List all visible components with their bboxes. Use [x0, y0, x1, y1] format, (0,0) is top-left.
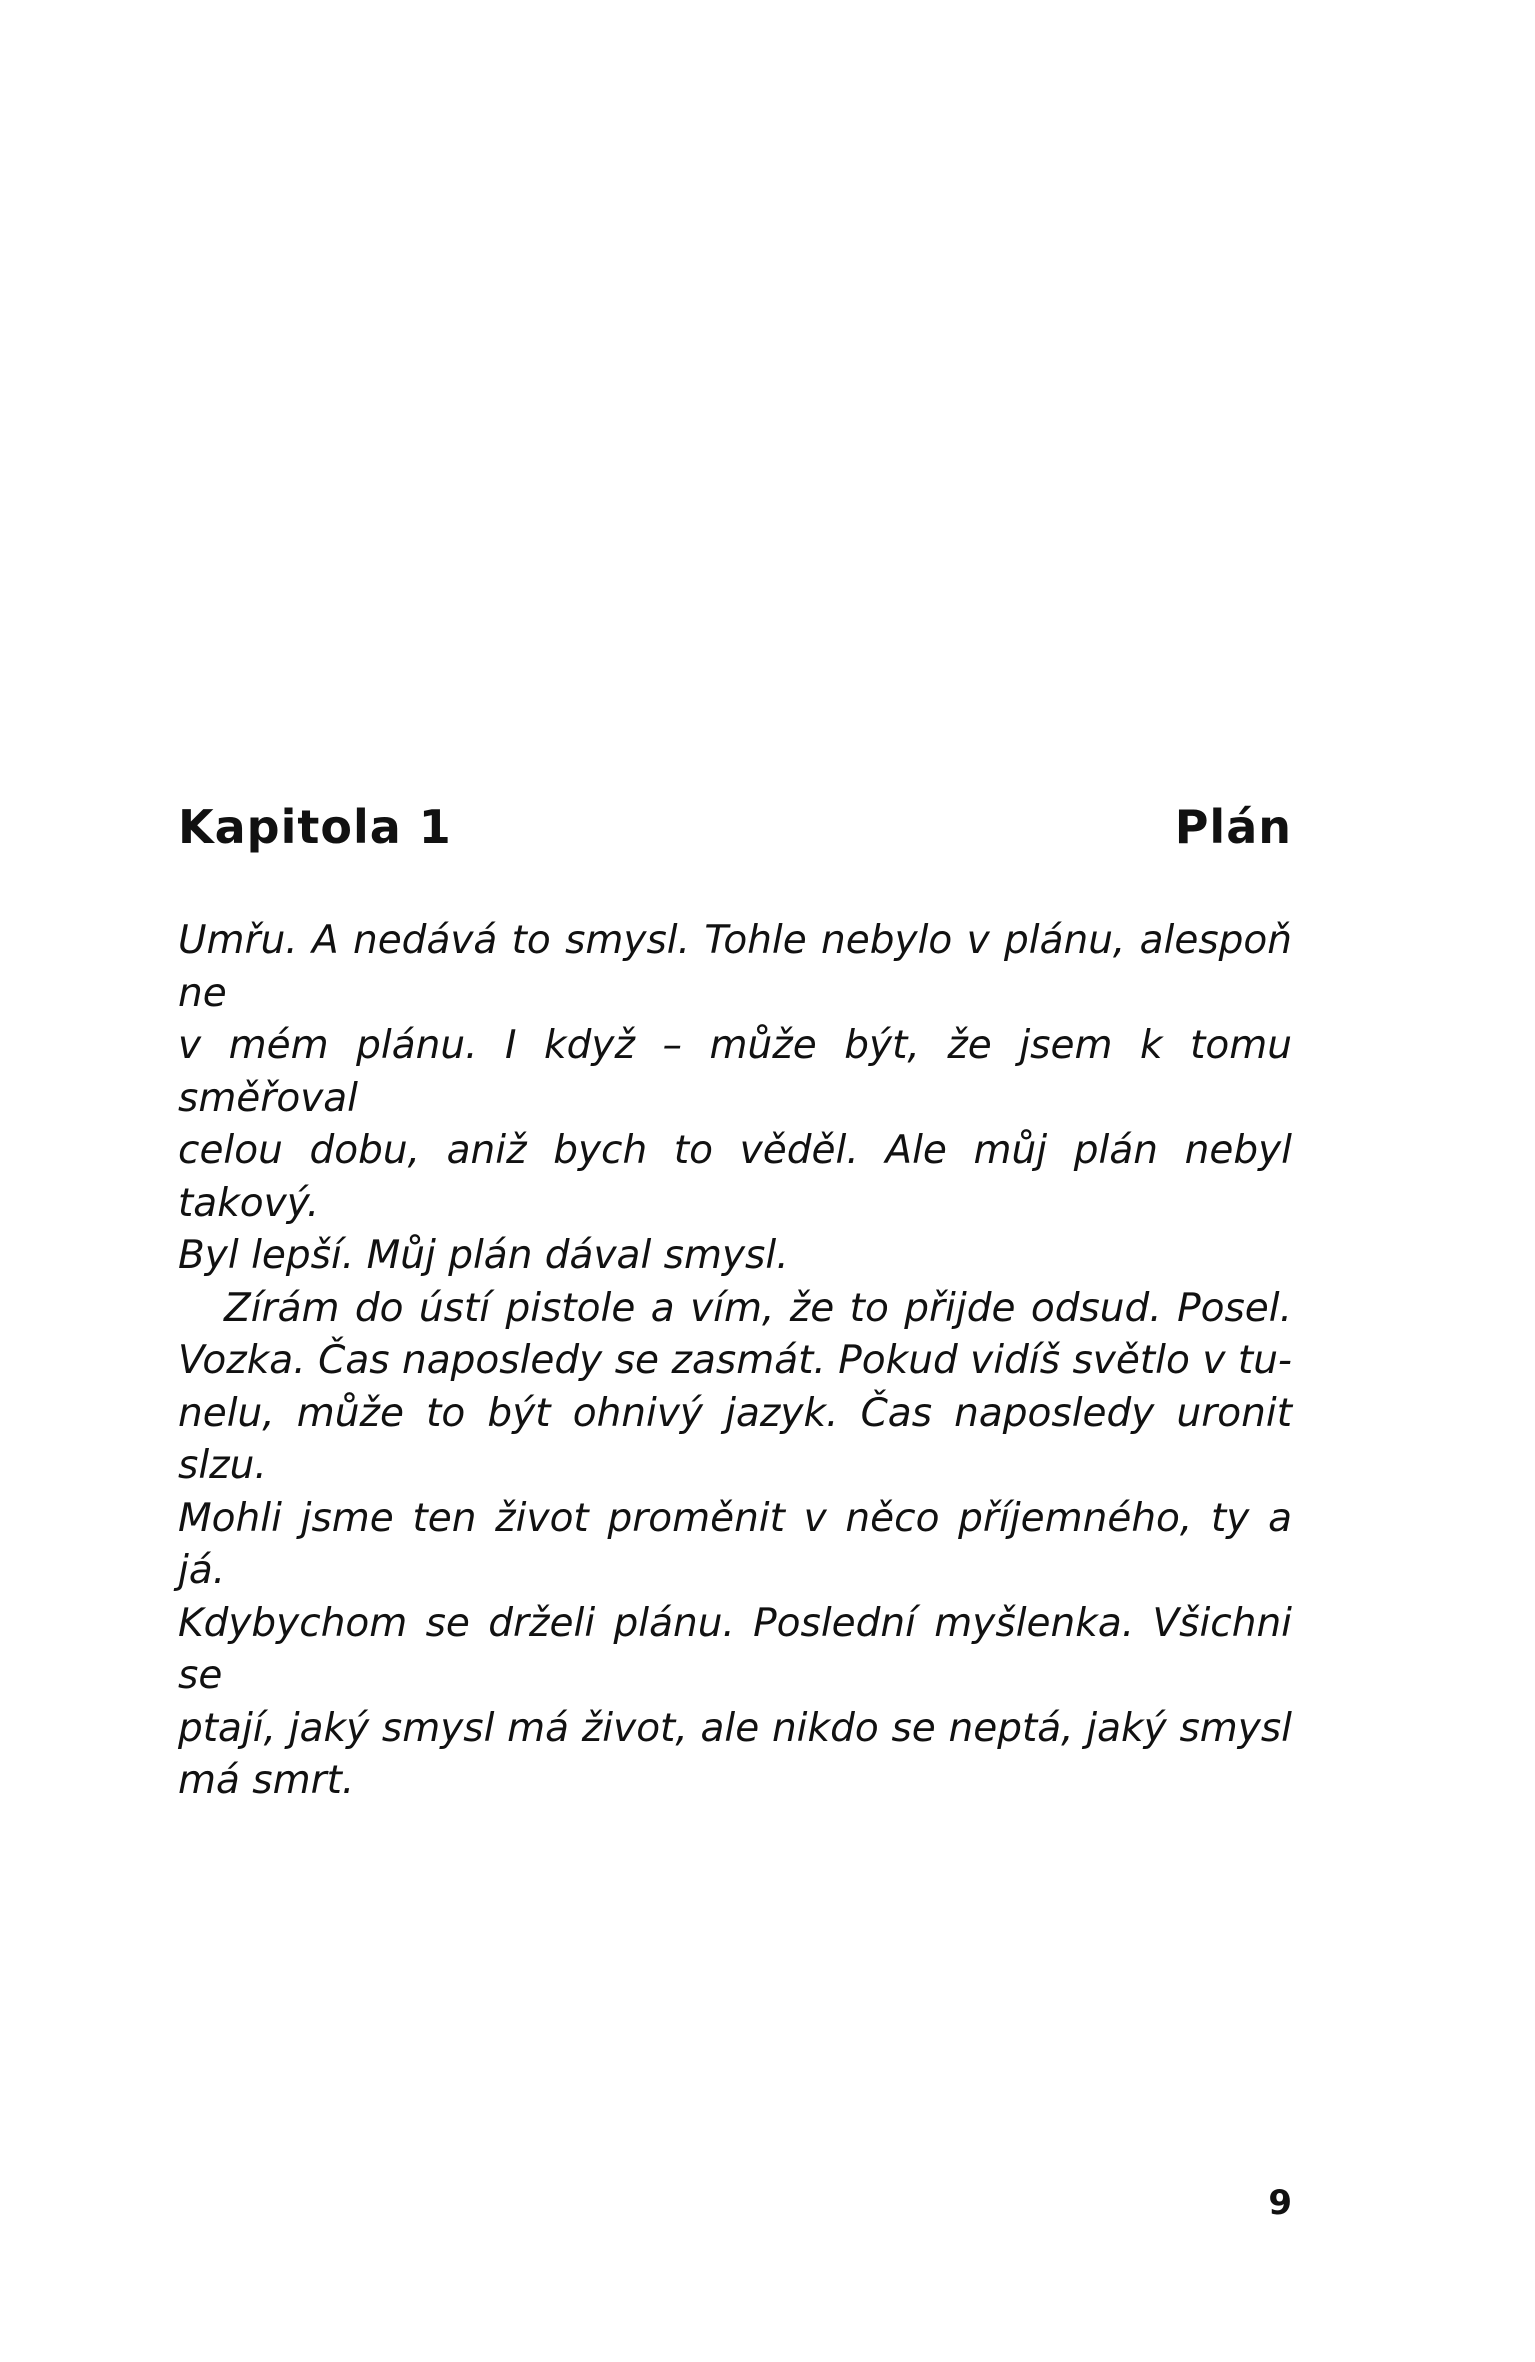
chapter-label: Kapitola 1	[178, 800, 452, 854]
text-line: nelu, může to být ohnivý jazyk. Čas naposledy uronit slzu.	[178, 1390, 1292, 1488]
text-line: Kdybychom se drželi plánu. Poslední myšlenka. Všichni se	[178, 1600, 1292, 1698]
text-line: Byl lepší. Můj plán dával smysl.	[178, 1233, 789, 1278]
text-line: v mém plánu. I když – může být, že jsem k tomu směřoval	[178, 1023, 1292, 1121]
text-line: Mohli jsme ten život proměnit v něco příjemného, ty a já.	[178, 1495, 1292, 1593]
text-line: Vozka. Čas naposledy se zasmát. Pokud vidíš světlo v tu-	[178, 1338, 1292, 1383]
paragraph-2	[178, 1283, 1292, 1808]
chapter-header	[178, 800, 1292, 854]
page-number: 9	[1268, 2183, 1292, 2223]
paragraph-1	[178, 915, 1292, 1283]
chapter-title: Plán	[1174, 800, 1292, 854]
text-line: Umřu. A nedává to smysl. Tohle nebylo v plánu, alespoň ne	[178, 918, 1292, 1016]
text-line: Zírám do ústí pistole a vím, že to přijde odsud. Posel.	[224, 1285, 1292, 1331]
chapter-text	[178, 915, 1292, 1808]
text-line: ptají, jaký smysl má život, ale nikdo se neptá, jaký smysl	[178, 1705, 1292, 1751]
text-line: celou dobu, aniž bych to věděl. Ale můj plán nebyl takový.	[178, 1128, 1292, 1226]
text-line: má smrt.	[178, 1758, 355, 1803]
